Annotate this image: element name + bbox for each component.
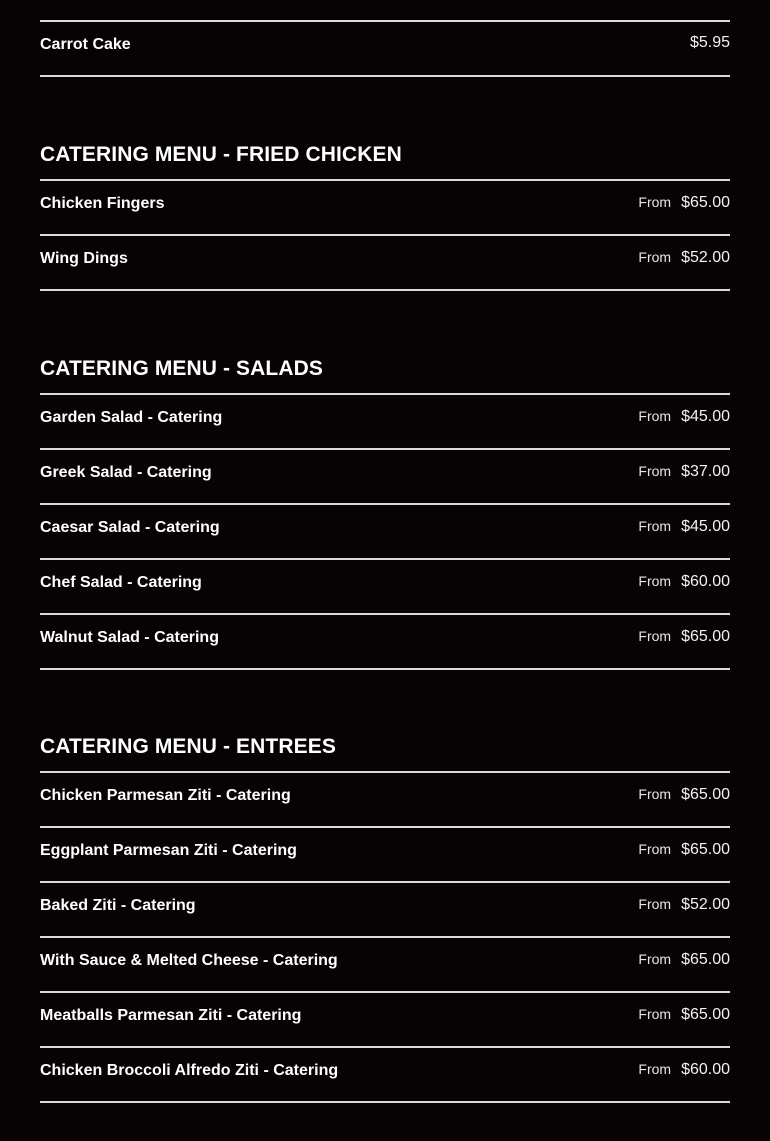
menu-item[interactable] [40, 1048, 730, 1103]
menu-item-name[interactable]: Eggplant Parmesan Ziti - Catering [40, 842, 297, 859]
from-label: From [638, 408, 672, 424]
menu-item[interactable] [40, 450, 730, 505]
from-label: From [638, 628, 672, 644]
menu-item-price: $65.00 [681, 786, 730, 803]
menu-item-price: $65.00 [681, 951, 730, 968]
menu-item[interactable] [40, 505, 730, 560]
menu-item-price-group [638, 192, 730, 213]
menu-item-price-group [638, 571, 730, 592]
from-label: From [638, 463, 672, 479]
menu-item[interactable] [40, 615, 730, 670]
menu-item-name[interactable]: Chicken Fingers [40, 195, 165, 212]
menu-item-price: $65.00 [681, 841, 730, 858]
menu-item[interactable] [40, 993, 730, 1048]
menu-item-name[interactable]: Baked Ziti - Catering [40, 897, 196, 914]
dessert-tail [40, 22, 730, 77]
from-label: From [638, 1006, 672, 1022]
from-label: From [638, 896, 672, 912]
from-label: From [638, 573, 672, 589]
menu-item-price-group [638, 461, 730, 482]
menu-item-name[interactable]: Carrot Cake [40, 36, 131, 53]
menu-item-price-group [638, 516, 730, 537]
section-salads [40, 343, 730, 670]
menu-item-price: $65.00 [681, 1006, 730, 1023]
menu-item-name[interactable]: Walnut Salad - Catering [40, 629, 219, 646]
menu-item-name[interactable]: Meatballs Parmesan Ziti - Catering [40, 1007, 302, 1024]
menu-item-price: $52.00 [681, 249, 730, 266]
menu-item-price-group [638, 784, 730, 805]
menu-item-name[interactable]: Chicken Broccoli Alfredo Ziti - Catering [40, 1062, 339, 1079]
menu-item[interactable] [40, 938, 730, 993]
section-title: CATERING MENU - FRIED CHICKEN [40, 129, 730, 181]
menu-item-price: $45.00 [681, 518, 730, 535]
menu-item-name[interactable]: Chicken Parmesan Ziti - Catering [40, 787, 291, 804]
menu-item-price-group [638, 626, 730, 647]
menu-item-price: $65.00 [681, 194, 730, 211]
from-label: From [638, 518, 672, 534]
from-label: From [638, 1061, 672, 1077]
from-label: From [638, 951, 672, 967]
menu-item-price: $65.00 [681, 628, 730, 645]
menu-item-name[interactable]: Wing Dings [40, 250, 128, 267]
section-entrees [40, 721, 730, 1103]
menu-item-price-group [638, 247, 730, 268]
section-title: CATERING MENU - ENTREES [40, 721, 730, 773]
menu-item-name[interactable]: Chef Salad - Catering [40, 574, 202, 591]
section-title: CATERING MENU - SALADS [40, 343, 730, 395]
menu-item[interactable] [40, 181, 730, 236]
menu-item-price: $37.00 [681, 463, 730, 480]
menu-item-price: $5.95 [689, 34, 730, 51]
menu-item-price-group [638, 406, 730, 427]
from-label: From [638, 786, 672, 802]
menu-item-price-group [638, 949, 730, 970]
menu-item[interactable] [40, 395, 730, 450]
menu-item[interactable] [40, 236, 730, 291]
menu-item-name[interactable]: Greek Salad - Catering [40, 464, 212, 481]
from-label: From [638, 249, 672, 265]
menu-item-price: $60.00 [681, 1061, 730, 1078]
menu-item-price-group [638, 894, 730, 915]
menu-item-price-group [638, 839, 730, 860]
menu-item-price: $60.00 [681, 573, 730, 590]
from-label: From [638, 841, 672, 857]
menu-item[interactable] [40, 828, 730, 883]
menu-item[interactable] [40, 22, 730, 77]
menu-item-price: $45.00 [681, 408, 730, 425]
menu-item[interactable] [40, 883, 730, 938]
menu-item[interactable] [40, 560, 730, 615]
menu-item-name[interactable]: Caesar Salad - Catering [40, 519, 220, 536]
section-fried-chicken [40, 129, 730, 291]
from-label: From [638, 194, 672, 210]
menu-item[interactable] [40, 773, 730, 828]
menu-item-price-group [638, 1004, 730, 1025]
menu-item-price: $52.00 [681, 896, 730, 913]
menu-item-name[interactable]: Garden Salad - Catering [40, 409, 223, 426]
menu-item-name[interactable]: With Sauce & Melted Cheese - Catering [40, 952, 338, 969]
menu-item-price-group [638, 1059, 730, 1080]
menu-item-price-group [690, 33, 730, 53]
